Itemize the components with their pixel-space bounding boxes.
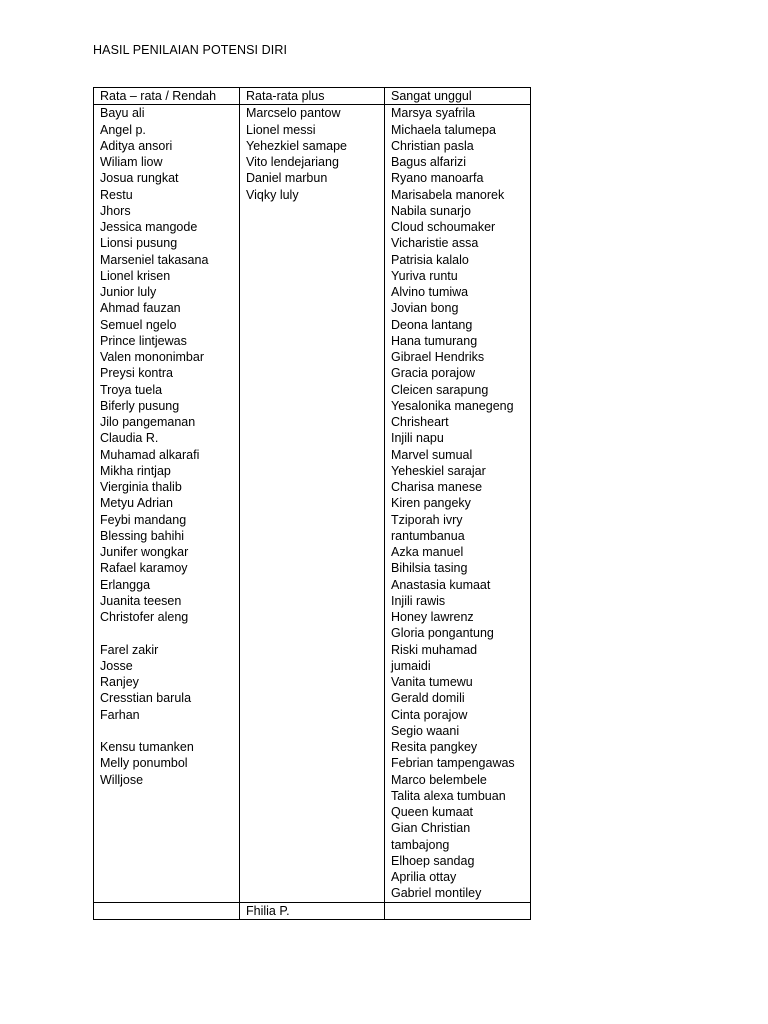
footer-cell-rata-rata-plus: Fhilia P. bbox=[240, 902, 385, 919]
sangat-unggul-name: Charisa manese bbox=[391, 480, 483, 494]
rata-rata-rendah-name: Josse bbox=[100, 658, 133, 673]
sangat-unggul-name: rantumbanua bbox=[391, 528, 465, 543]
sangat-unggul-name: Yeheskiel sarajar bbox=[391, 463, 486, 478]
sangat-unggul-name: tambajong bbox=[391, 837, 450, 852]
sangat-unggul-name: Gian Christian bbox=[391, 821, 471, 836]
sangat-unggul-name: Elhoep sandag bbox=[391, 853, 475, 868]
rata-rata-rendah-name: Ranjey bbox=[100, 675, 139, 689]
document-title: HASIL PENILAIAN POTENSI DIRI bbox=[93, 43, 288, 57]
rata-rata-rendah-name: Restu bbox=[100, 187, 133, 202]
rata-rata-rendah-name: Valen mononimbar bbox=[100, 350, 204, 364]
sangat-unggul-name: Bagus alfarizi bbox=[391, 155, 467, 169]
rata-rata-rendah-name: Junior luly bbox=[100, 285, 157, 299]
sangat-unggul-name: Gerald domili bbox=[391, 691, 465, 706]
rata-rata-rendah-name: Aditya ansori bbox=[100, 138, 173, 153]
sangat-unggul-name: Azka manuel bbox=[391, 545, 464, 559]
sangat-unggul-name: Gibrael Hendriks bbox=[391, 350, 485, 364]
rata-rata-rendah-name: Metyu Adrian bbox=[100, 496, 173, 511]
rata-rata-rendah-name: Rafael karamoy bbox=[100, 561, 188, 576]
sangat-unggul-name: Cleicen sarapung bbox=[391, 382, 489, 397]
rata-rata-rendah-name: Josua rungkat bbox=[100, 171, 179, 186]
sangat-unggul-name: Hana tumurang bbox=[391, 333, 478, 348]
sangat-unggul-name: Gloria pongantung bbox=[391, 626, 494, 641]
blank-line bbox=[100, 625, 233, 641]
sangat-unggul-name: Marisabela manorek bbox=[391, 187, 505, 202]
rata-rata-rendah-name: Claudia R. bbox=[100, 431, 159, 446]
rata-rata-rendah-name: Muhamad alkarafi bbox=[100, 447, 200, 462]
sangat-unggul-name: Segio waani bbox=[391, 723, 460, 738]
rata-rata-rendah-name: Vierginia thalib bbox=[100, 480, 182, 494]
sangat-unggul-name: Yuriva runtu bbox=[391, 268, 458, 283]
rata-rata-rendah-name: Angel p. bbox=[100, 122, 146, 137]
rata-rata-rendah-name: Kensu tumanken bbox=[100, 740, 194, 754]
column-sangat-unggul bbox=[385, 105, 531, 902]
rata-rata-rendah-name: Troya tuela bbox=[100, 382, 163, 397]
rata-rata-plus-name: Yehezkiel samape bbox=[246, 138, 347, 153]
rata-rata-rendah-name: Prince lintjewas bbox=[100, 333, 187, 348]
rata-rata-rendah-name: Christofer aleng bbox=[100, 610, 189, 624]
sangat-unggul-name: Nabila sunarjo bbox=[391, 203, 471, 218]
sangat-unggul-name: Bihilsia tasing bbox=[391, 561, 468, 576]
sangat-unggul-name: Cinta porajow bbox=[391, 707, 468, 722]
rata-rata-rendah-name: Jilo pangemanan bbox=[100, 415, 196, 429]
names-row bbox=[94, 105, 531, 902]
sangat-unggul-name: Patrisia kalalo bbox=[391, 252, 469, 267]
sangat-unggul-name: Injili rawis bbox=[391, 593, 446, 608]
rata-rata-plus-name: Lionel messi bbox=[246, 122, 316, 137]
rata-rata-rendah-name: Farel zakir bbox=[100, 642, 159, 657]
sangat-unggul-name: Marvel sumual bbox=[391, 447, 473, 462]
rata-rata-rendah-name: Blessing bahihi bbox=[100, 528, 185, 543]
sangat-unggul-name: Marco belembele bbox=[391, 772, 487, 787]
rata-rata-plus-name: Daniel marbun bbox=[246, 171, 328, 186]
sangat-unggul-name: Deona lantang bbox=[391, 317, 473, 332]
rata-rata-rendah-name: Lionel krisen bbox=[100, 268, 171, 283]
rata-rata-rendah-name: Ahmad fauzan bbox=[100, 301, 181, 316]
sangat-unggul-name: Riski muhamad bbox=[391, 642, 478, 657]
column-rata-rata-rendah bbox=[94, 105, 240, 902]
rata-rata-plus-name: Marcselo pantow bbox=[246, 106, 341, 121]
rata-rata-rendah-name: Erlangga bbox=[100, 577, 151, 592]
sangat-unggul-name: Tziporah ivry bbox=[391, 512, 463, 527]
sangat-unggul-name: Chrisheart bbox=[391, 415, 449, 429]
rata-rata-rendah-name: Junifer wongkar bbox=[100, 545, 189, 559]
rata-rata-rendah-name: Mikha rintjap bbox=[100, 463, 171, 478]
rata-rata-rendah-name: Willjose bbox=[100, 772, 144, 787]
sangat-unggul-name: Alvino tumiwa bbox=[391, 285, 469, 299]
ratings-table bbox=[93, 87, 531, 920]
rata-rata-rendah-name: Jessica mangode bbox=[100, 220, 198, 234]
sangat-unggul-name: Jovian bong bbox=[391, 301, 459, 316]
footer-cell-sangat-unggul bbox=[385, 902, 531, 919]
footer-cell-rata-rata-rendah bbox=[94, 902, 240, 919]
sangat-unggul-name: Injili napu bbox=[391, 431, 444, 446]
sangat-unggul-name: Resita pangkey bbox=[391, 740, 478, 754]
rata-rata-plus-name: Vito lendejariang bbox=[246, 155, 339, 169]
sangat-unggul-name: Queen kumaat bbox=[391, 805, 473, 819]
sangat-unggul-name: Ryano manoarfa bbox=[391, 171, 484, 186]
rata-rata-rendah-name: Lionsi pusung bbox=[100, 236, 178, 251]
header-rata-rata-rendah: Rata – rata / Rendah bbox=[94, 88, 240, 105]
sangat-unggul-name: Febrian tampengawas bbox=[391, 756, 515, 771]
rata-rata-rendah-name: Melly ponumbol bbox=[100, 756, 188, 771]
sangat-unggul-name: Vanita tumewu bbox=[391, 675, 473, 689]
rata-rata-rendah-name: Marseniel takasana bbox=[100, 252, 209, 267]
rata-rata-rendah-name: Preysi kontra bbox=[100, 366, 173, 381]
sangat-unggul-name: Marsya syafrila bbox=[391, 106, 476, 121]
sangat-unggul-name: Talita alexa tumbuan bbox=[391, 788, 506, 803]
header-sangat-unggul: Sangat unggul bbox=[385, 88, 531, 105]
sangat-unggul-name: Cloud schoumaker bbox=[391, 220, 496, 234]
sangat-unggul-name: Vicharistie assa bbox=[391, 236, 479, 251]
rata-rata-plus-name: Viqky luly bbox=[246, 187, 299, 202]
sangat-unggul-name: Yesalonika manegeng bbox=[391, 398, 514, 413]
sangat-unggul-name: Aprilia ottay bbox=[391, 870, 457, 884]
sangat-unggul-name: jumaidi bbox=[391, 658, 431, 673]
sangat-unggul-name: Michaela talumepa bbox=[391, 122, 496, 137]
rata-rata-rendah-name: Semuel ngelo bbox=[100, 317, 177, 332]
rata-rata-rendah-name: Feybi mandang bbox=[100, 512, 187, 527]
sangat-unggul-name: Honey lawrenz bbox=[391, 610, 474, 624]
column-rata-rata-plus bbox=[240, 105, 385, 902]
blank-line bbox=[100, 723, 233, 739]
sangat-unggul-name: Christian pasla bbox=[391, 138, 474, 153]
rata-rata-rendah-name: Biferly pusung bbox=[100, 398, 180, 413]
rata-rata-rendah-name: Jhors bbox=[100, 203, 131, 218]
sangat-unggul-name: Anastasia kumaat bbox=[391, 577, 491, 592]
sangat-unggul-name: Kiren pangeky bbox=[391, 496, 471, 511]
footer-row bbox=[94, 902, 531, 919]
header-row bbox=[94, 88, 531, 105]
rata-rata-rendah-name: Bayu ali bbox=[100, 106, 145, 121]
rata-rata-rendah-name: Juanita teesen bbox=[100, 593, 182, 608]
rata-rata-rendah-name: Farhan bbox=[100, 707, 140, 722]
rata-rata-rendah-name: Cresstian barula bbox=[100, 691, 192, 706]
sangat-unggul-name: Gabriel montiley bbox=[391, 886, 482, 901]
rata-rata-rendah-name: Wiliam liow bbox=[100, 155, 163, 169]
header-rata-rata-plus: Rata-rata plus bbox=[240, 88, 385, 105]
sangat-unggul-name: Gracia porajow bbox=[391, 366, 476, 381]
